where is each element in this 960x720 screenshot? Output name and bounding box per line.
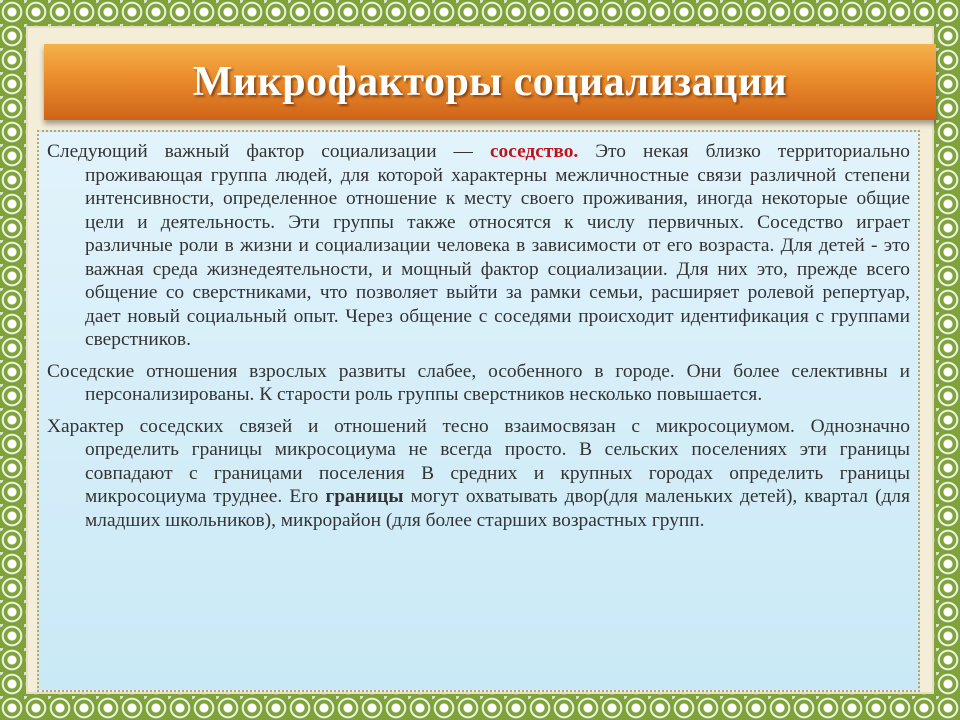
paragraph-3-text-a: Характер соседских связей и отношений тесно взаимосвязан с микросоциумом. Однозначно определить границы микросоциума не всегда просто. В сельских поселениях эти границы совпадают с границами поселения В средних и крупных городах определить границы микросоциума труднее. Его bbox=[47, 415, 910, 507]
keyword-neighborhood: соседство. bbox=[489, 141, 579, 162]
paragraph-microsocium bbox=[47, 415, 910, 533]
content-box bbox=[37, 130, 920, 692]
paragraph-neighborhood bbox=[47, 140, 910, 352]
paragraph-adult-relations: Соседские отношения взрослых развиты слабее, особенного в городе. Они более селективны и персонализированы. К старости роль группы сверстников несколько повышается. bbox=[47, 360, 910, 405]
title-banner bbox=[44, 44, 936, 120]
paragraph-1-text-b: Это некая близко территориально проживающая группа людей, для которой характерны межличностные связи различной степени интенсивности, определенное отношение к месту своего проживания, иногда некоторые общие цели и деятельность. Эти группы также относятся к числу первичных. Соседство играет различные роли в жизни и социализации человека в зависимости от его возраста. Для детей - это важная среда жизнедеятельности, и мощный фактор социализации. Для них это, прежде всего общение со сверстниками, что позволяет выйти за рамки семьи, расширяет ролевой репертуар, дает новый социальный опыт. Через общение с соседями происходит идентификация с группами сверстников. bbox=[85, 141, 910, 350]
paragraph-3-text-b: могут охватывать двор(для маленьких детей), квартал (для младших школьников), микрорайон (для более старших возрастных групп. bbox=[85, 486, 910, 531]
keyword-boundaries: границы bbox=[325, 486, 404, 507]
paragraph-1-text-a: Следующий важный фактор социализации — bbox=[47, 141, 490, 162]
slide-title: Микрофакторы социализации bbox=[192, 59, 788, 105]
